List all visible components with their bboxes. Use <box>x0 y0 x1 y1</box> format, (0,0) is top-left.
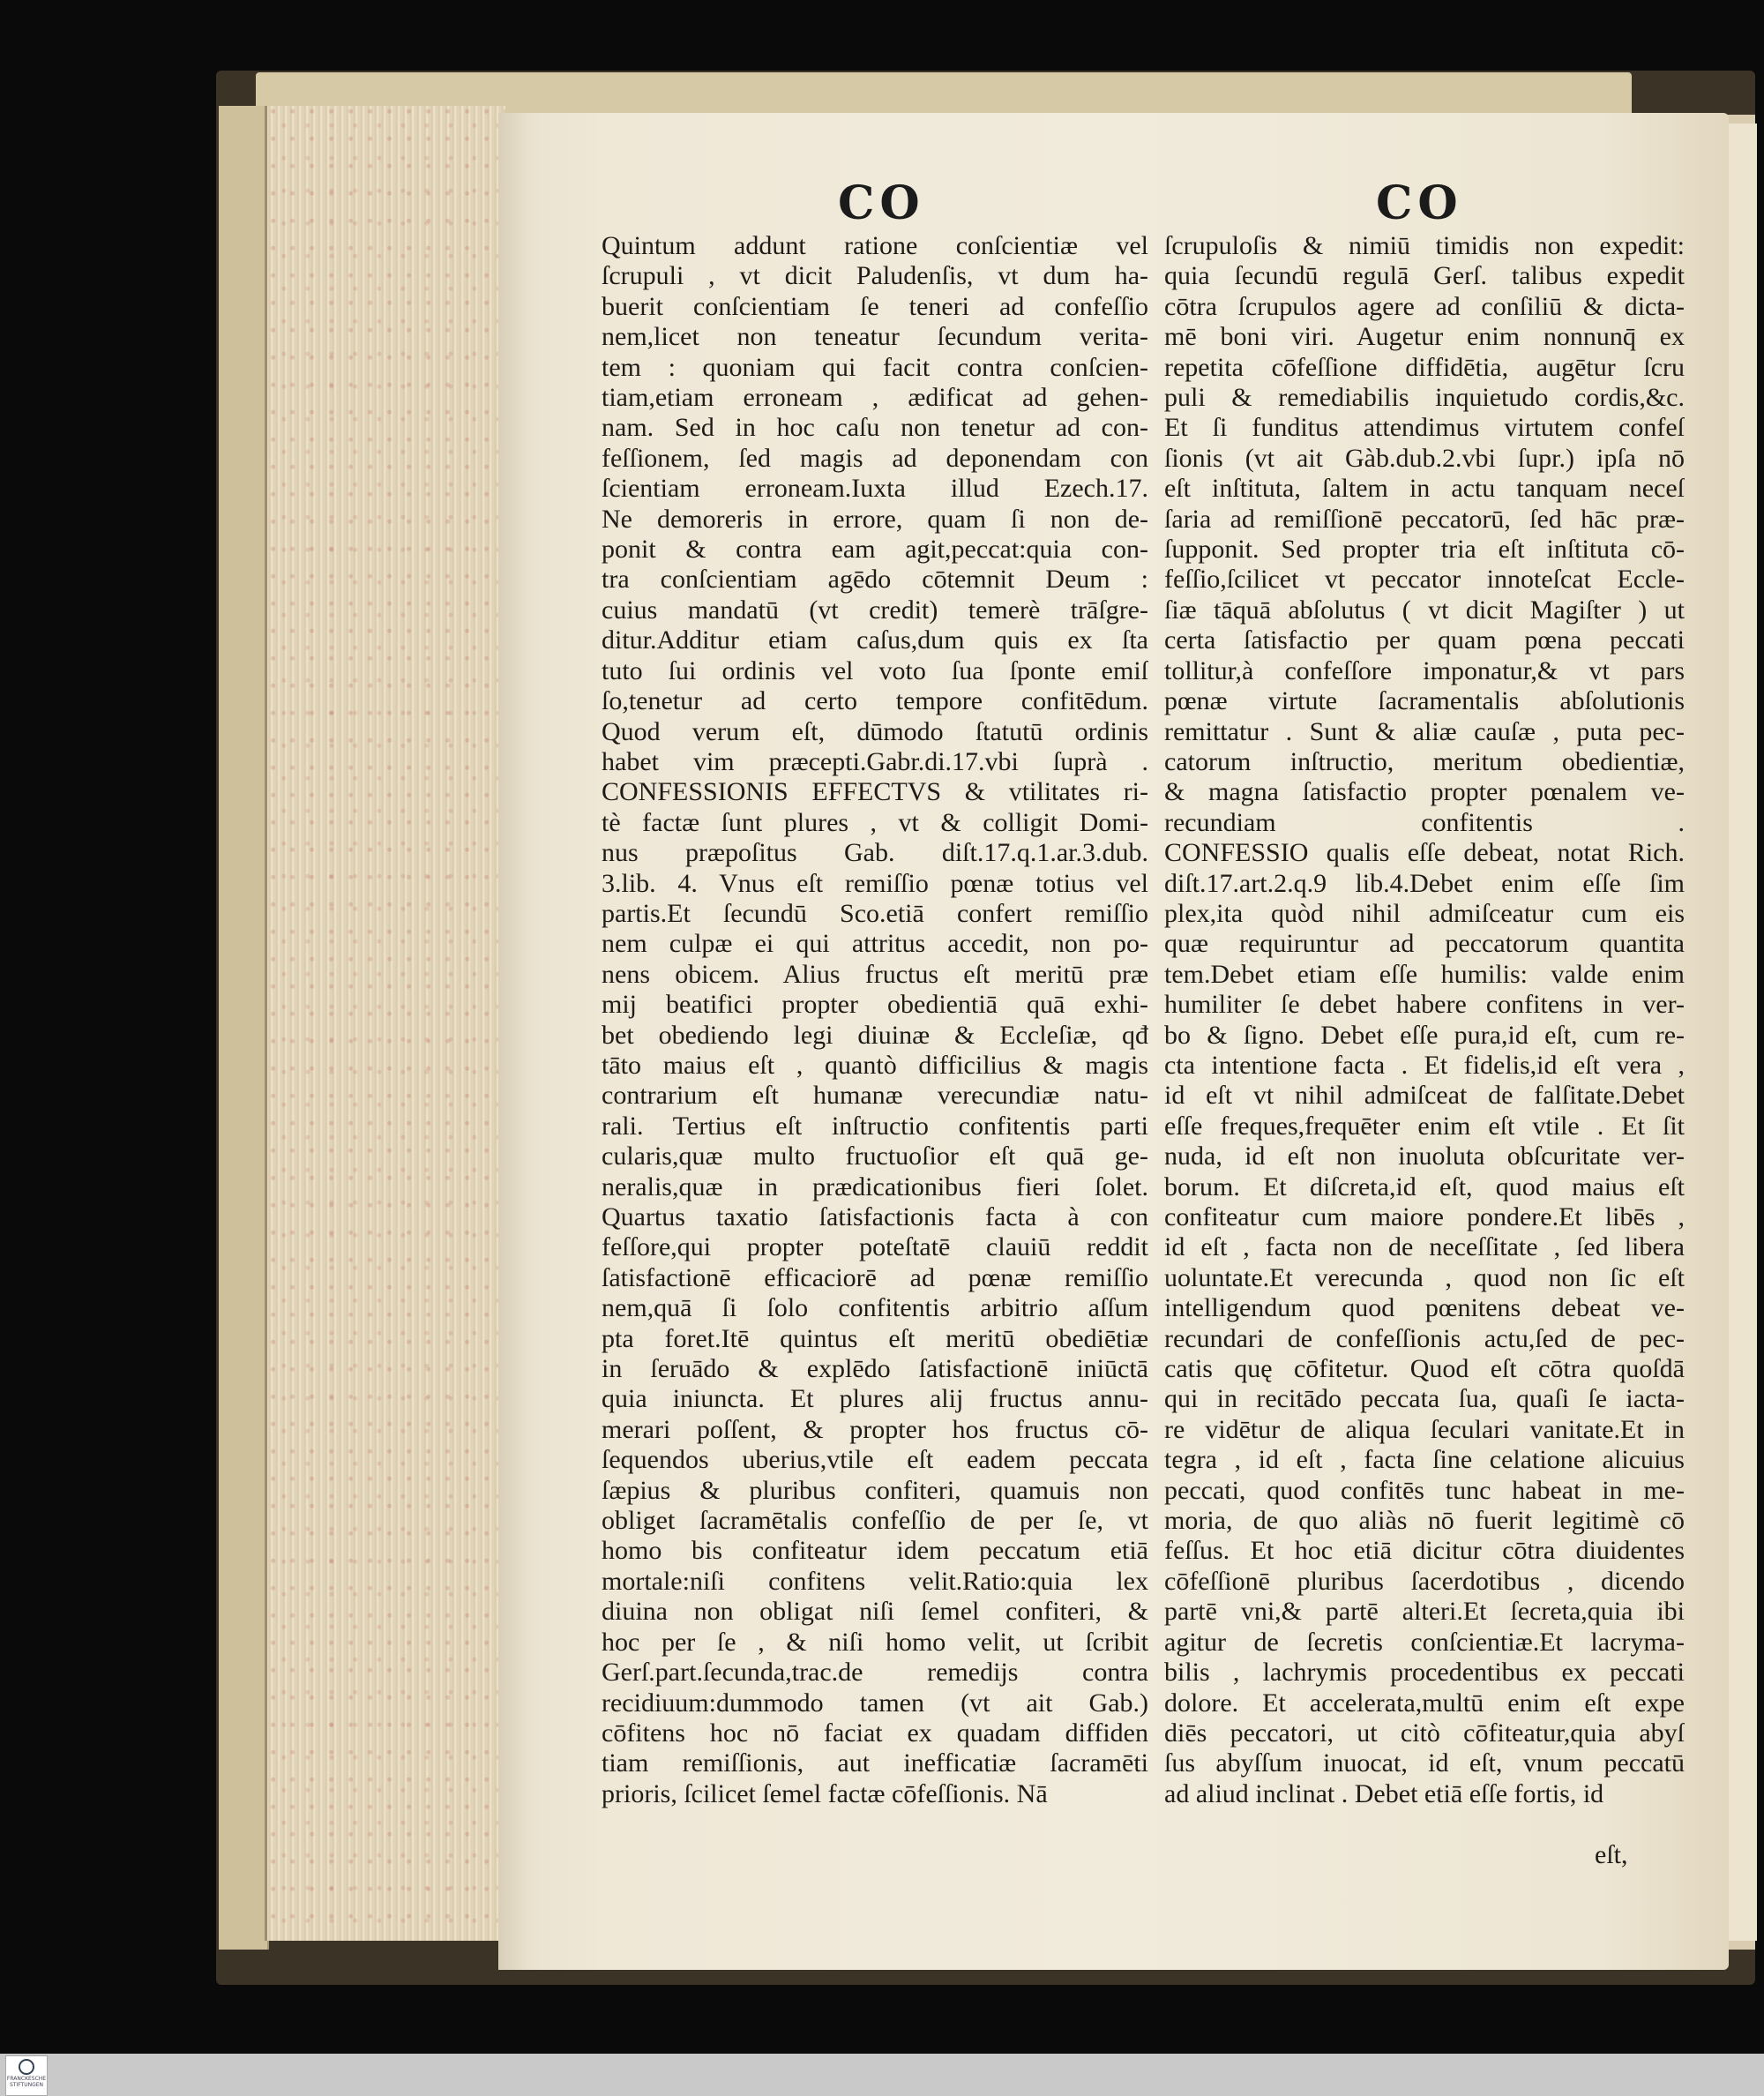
text-line: quia ſecundū regulā Gerſ. talibus expedit <box>1164 261 1685 291</box>
text-line: rali. Tertius eſt inſtructio confitentis parti <box>602 1111 1148 1141</box>
text-line: diēs peccatori, ut citò cōfiteatur,quia abyſ <box>1164 1718 1685 1748</box>
text-line: mortale:niſi confitens velit.Ratio:quia lex <box>602 1566 1148 1596</box>
library-logo <box>5 2055 48 2096</box>
text-line: Gerſ.part.ſecunda,trac.de remedijs contra <box>602 1658 1148 1688</box>
text-line: mē boni viri. Augetur enim nonnunq̄ ex <box>1164 322 1685 352</box>
text-line: quia iniuncta. Et plures alij fructus annu- <box>602 1384 1148 1414</box>
text-line: nens obicem. Alius fructus eſt meritū præ <box>602 959 1148 989</box>
running-head-right: CO <box>1376 176 1463 230</box>
text-line: uoluntate.Et verecunda , quod non ſic eſt <box>1164 1262 1685 1292</box>
text-line: repetita cōfeſſione diffidētia, augētur ſcru <box>1164 352 1685 382</box>
text-line: tem.Debet etiam eſſe humilis: valde enim <box>1164 959 1685 989</box>
text-line: ſiæ tāquā abſolutus ( vt dicit Magiſter ) ut <box>1164 595 1685 625</box>
text-line: ponit & contra eam agit,peccat:quia con- <box>602 535 1148 565</box>
text-line: id eſt vt nihil admiſceat de falſitate.Debet <box>1164 1081 1685 1111</box>
text-line: cta intentione facta . Et fidelis,id eſt vera , <box>1164 1050 1685 1080</box>
viewer-footer-bar <box>0 2054 1764 2096</box>
text-line: & magna ſatisfactio propter pœnalem ve- <box>1164 777 1685 807</box>
text-line: hoc per ſe , & niſi homo velit, ut ſcribit <box>602 1627 1148 1657</box>
text-line: obliget ſacramētalis confeſſio de per ſe, vt <box>602 1506 1148 1536</box>
text-line: nuda, id eſt non inuoluta obſcuritate ver- <box>1164 1142 1685 1172</box>
text-line: ſatisfactionē efficaciorē ad pœnæ remiſſio <box>602 1262 1148 1292</box>
text-line: catorum inſtructio, meritum obedientiæ, <box>1164 746 1685 776</box>
text-line: Et ſi funditus attendimus virtutem confeſ <box>1164 413 1685 443</box>
text-line: agitur de ſecretis conſcientiæ.Et lacryma- <box>1164 1627 1685 1657</box>
text-line: buerit conſcientiam ſe teneri ad confeſſio <box>602 291 1148 321</box>
text-line: contrarium eſt humanæ verecundiæ natu- <box>602 1081 1148 1111</box>
text-line: habet vim præcepti.Gabr.di.17.vbi ſuprà . <box>602 746 1148 776</box>
text-line: nem,licet non teneatur ſecundum verita- <box>602 322 1148 352</box>
text-line: nam. Sed in hoc caſu non tenetur ad con- <box>602 413 1148 443</box>
text-line: re vidētur de aliqua ſeculari vanitate.Et in <box>1164 1414 1685 1444</box>
text-line: moria, de quo aliàs nō fuerit legitimè cō <box>1164 1506 1685 1536</box>
text-line: in ſeruādo & explēdo ſatisfactionē iniūctā <box>602 1354 1148 1384</box>
text-line: ſcrupuli , vt dicit Paludenſis, vt dum ha- <box>602 261 1148 291</box>
text-line: bet obediendo legi diuinæ & Eccleſiæ, qđ <box>602 1020 1148 1050</box>
text-line: pœnæ virtute ſacramentalis abſolutionis <box>1164 686 1685 716</box>
text-line: tè factæ ſunt plures , vt & colligit Domi- <box>602 807 1148 837</box>
text-line: Quartus taxatio ſatisfactionis facta à con <box>602 1202 1148 1231</box>
text-line: recundiam confitentis . <box>1164 807 1685 837</box>
text-line: CONFESSIO qualis eſſe debeat, notat Rich. <box>1164 838 1685 868</box>
text-line: ſo,tenetur ad certo tempore confitēdum. <box>602 686 1148 716</box>
text-line: cularis,quæ multo fructuoſior eſt quā ge- <box>602 1142 1148 1172</box>
text-line: Ne demoreris in errore, quam ſi non de- <box>602 504 1148 534</box>
text-line: cōtra ſcrupulos agere ad conſiliū & dicta- <box>1164 291 1685 321</box>
text-column-right <box>1164 231 1685 1809</box>
text-line: 3.lib. 4. Vnus eſt remiſſio pœnæ totius vel <box>602 868 1148 898</box>
text-line: neralis,quæ in prædicationibus fieri ſolet. <box>602 1172 1148 1201</box>
text-line: ſequendos uberius,vtile eſt eadem peccata <box>602 1445 1148 1475</box>
text-line: peccati, quod confitēs tunc habeat in me- <box>1164 1475 1685 1505</box>
text-line: intelligendum quod pœnitens debeat ve- <box>1164 1293 1685 1323</box>
text-line: CONFESSIONIS EFFECTVS & vtilitates ri- <box>602 777 1148 807</box>
text-line: ſus abyſſum inuocat, id eſt, vnum peccatū <box>1164 1748 1685 1778</box>
text-line: dolore. Et accelerata,multū enim eſt expe <box>1164 1688 1685 1718</box>
catchword: eſt, <box>1595 1840 1628 1869</box>
text-line: eſſe freques,frequēter enim eſt vtile . Et ſit <box>1164 1111 1685 1141</box>
text-line: ad aliud inclinat . Debet etiā eſſe fortis, id <box>1164 1778 1604 1808</box>
text-line: merari poſſent, & propter hos fructus cō- <box>602 1414 1148 1444</box>
text-line: ſcientiam erroneam.Iuxta illud Ezech.17. <box>602 474 1148 504</box>
text-line: ſcrupuloſis & nimiū timidis non expedit: <box>1164 231 1685 260</box>
text-line: cuius mandatū (vt credit) temerè trāſgre- <box>602 595 1148 625</box>
text-line: id eſt , facta non de neceſſitate , ſed libera <box>1164 1232 1685 1262</box>
text-line: ſaria ad remiſſionē peccatorū, ſed hāc præ- <box>1164 504 1685 534</box>
text-line: borum. Et diſcreta,id eſt, quod maius eſt <box>1164 1172 1685 1201</box>
text-line: Quod verum eſt, dūmodo ſtatutū ordinis <box>602 716 1148 746</box>
text-line: cōfitens hoc nō faciat ex quadam diffiden <box>602 1718 1148 1748</box>
text-line: nem culpæ ei qui attritus accedit, non po- <box>602 929 1148 959</box>
text-line: prioris, ſcilicet ſemel factæ cōfeſſionis. Nā <box>602 1778 1048 1808</box>
text-line: mij beatifici propter obedientiā quā exhi- <box>602 990 1148 1020</box>
text-line: puli & remediabilis inquietudo cordis,&c. <box>1164 383 1685 413</box>
text-line: cōfeſſionē pluribus ſacerdotibus , dicendo <box>1164 1566 1685 1596</box>
text-line: nus præpoſitus Gab. diſt.17.q.1.ar.3.dub. <box>602 838 1148 868</box>
text-line: ſæpius & pluribus confiteri, quamuis non <box>602 1475 1148 1505</box>
text-line: partē vni,& partē alteri.Et ſecreta,quia ibi <box>1164 1597 1685 1627</box>
text-column-left <box>602 231 1148 1809</box>
text-line: catis quę cōfitetur. Quod eſt cōtra quoſdā <box>1164 1354 1685 1384</box>
logo-mark-icon <box>19 2059 34 2075</box>
text-line: recundari de confeſſionis actu,ſed de pec- <box>1164 1323 1685 1353</box>
text-line: Quintum addunt ratione conſcientiæ vel <box>602 231 1148 260</box>
text-line: diſt.17.art.2.q.9 lib.4.Debet enim eſſe ſim <box>1164 868 1685 898</box>
text-line: recidiuum:dummodo tamen (vt ait Gab.) <box>602 1688 1148 1718</box>
text-line: remittatur . Sunt & aliæ cauſæ , puta pec- <box>1164 716 1685 746</box>
text-line: tiam remiſſionis, aut inefficatiæ ſacramēti <box>602 1748 1148 1778</box>
text-line: ſupponit. Sed propter tria eſt inſtituta cō- <box>1164 535 1685 565</box>
text-line: pta foret.Itē quintus eſt meritū obediētiæ <box>602 1323 1148 1353</box>
running-head-left: CO <box>838 176 925 230</box>
text-line: feſſore,qui propter poteſtatē clauiū reddit <box>602 1232 1148 1262</box>
text-line: bilis , lachrymis procedentibus ex peccati <box>1164 1658 1685 1688</box>
text-line: homo bis confiteatur idem peccatum etiā <box>602 1536 1148 1566</box>
text-line: tāto maius eſt , quantò difficilius & magis <box>602 1050 1148 1080</box>
text-line: certa ſatisfactio per quam pœna peccati <box>1164 625 1685 655</box>
text-line: plex,ita quòd nihil admiſceatur cum eis <box>1164 898 1685 928</box>
text-line: ditur.Additur etiam caſus,dum quis ex ſta <box>602 625 1148 655</box>
text-line: feſſus. Et hoc etiā dicitur cōtra diuidentes <box>1164 1536 1685 1566</box>
front-cover <box>219 106 269 1950</box>
text-line: qui in recitādo peccata ſua, quaſi ſe iacta- <box>1164 1384 1685 1414</box>
text-line: tuto ſui ordinis vel voto ſua ſponte emiſ <box>602 655 1148 685</box>
text-line: feſſio,ſcilicet vt peccator innoteſcat Eccle- <box>1164 565 1685 595</box>
text-line: tiam,etiam erroneam , ædificat ad gehen- <box>602 383 1148 413</box>
text-line: tollitur,à confeſſore imponatur,& vt pars <box>1164 655 1685 685</box>
text-line: eſt inſtituta, ſaltem in actu tanquam neceſ <box>1164 474 1685 504</box>
text-line: feſſionem, ſed magis ad deponendam con <box>602 443 1148 473</box>
text-line: partis.Et ſecundū Sco.etiā confert remiſſio <box>602 898 1148 928</box>
text-line: ſionis (vt ait Gàb.dub.2.vbi ſupr.) ipſa nō <box>1164 443 1685 473</box>
text-line: quæ requiruntur ad peccatorum quantita <box>1164 929 1685 959</box>
text-line: nem,quā ſi ſolo confitentis arbitrio aſſum <box>602 1293 1148 1323</box>
text-line: diuina non obligat niſi ſemel confiteri, & <box>602 1597 1148 1627</box>
text-line: tra conſcientiam agēdo cōtemnit Deum : <box>602 565 1148 595</box>
logo-text: FRANCKESCHE STIFTUNGEN <box>6 2076 47 2088</box>
text-line: confiteatur cum maiore pondere.Et libēs , <box>1164 1202 1685 1231</box>
page-stack-edge <box>265 106 505 1941</box>
text-line: bo & ſigno. Debet eſſe pura,id eſt, cum re- <box>1164 1020 1685 1050</box>
text-line: tem : quoniam qui facit contra conſcien- <box>602 352 1148 382</box>
facing-page-edge <box>1724 124 1757 1941</box>
text-line: tegra , id eſt , facta ſine celatione alicuius <box>1164 1445 1685 1475</box>
text-line: humiliter ſe debet habere confitens in ver- <box>1164 990 1685 1020</box>
